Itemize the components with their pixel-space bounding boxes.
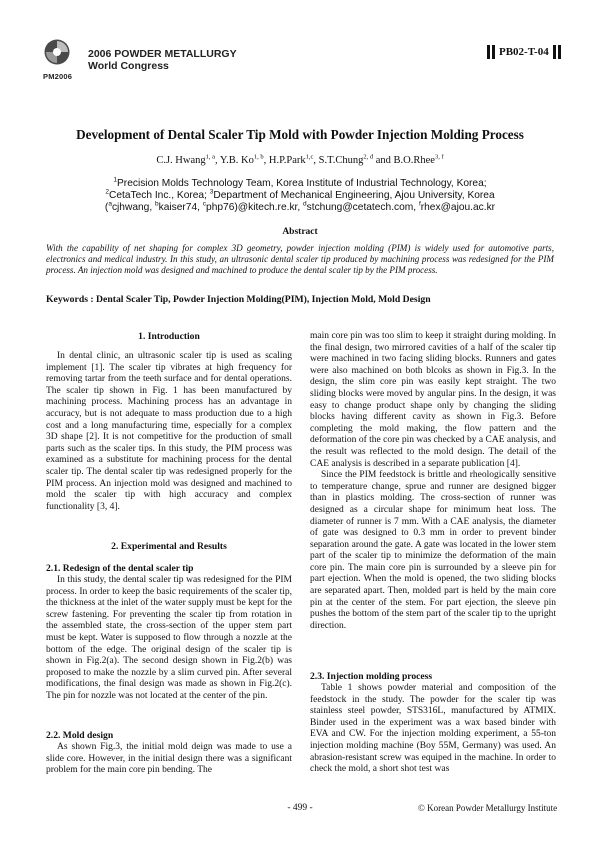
email-text: cjhwang, bbox=[111, 202, 155, 213]
author-name: B.O.Rhee bbox=[393, 155, 435, 166]
page-number: - 499 - bbox=[287, 803, 313, 813]
email-sup: a bbox=[108, 200, 112, 208]
keywords: Keywords : Dental Scaler Tip, Powder Injection Molding(PIM), Injection Mold, Mold Design bbox=[46, 294, 431, 305]
section-heading-introduction: 1. Introduction bbox=[138, 331, 200, 342]
subsection-2-3-body bbox=[310, 683, 556, 776]
email-text: php76)@kitech.re.kr, bbox=[206, 202, 304, 213]
subsection-heading-2-3: 2.3. Injection molding process bbox=[310, 671, 433, 682]
abstract-text: With the capability of net shaping for complex 3D geometry, powder injection molding (PIM) is widely used for automotive parts, electronics and medical industry. In this study, an ultrasonic dental scaler tip produced by machining process was redesigned for the PIM process. An injection mold was designed and machined to produce the dental scaler tip by the PIM process. bbox=[46, 243, 554, 276]
paragraph: main core pin was too slim to keep it straight during molding. In the final design, two mirrored cavities of a half of the scaler tip were machined in two facing sliding blocks. Runners and gates were also machined on both blcoks as shown in Fig.3. In the design, the slim core pin was easily kept straight. The two sliding blocks were moved by angular pins. In the design, it was easy to change product shape only by changing the sliding blocks having different cavity as shown in Fig.3. Before completing the mold making, the flow pattern and the deformation of the core pin was checked by a CAE analysis, and the result was reflected to the mold design. The detail of the CAE analysis is described in a separate publication [4]. bbox=[310, 331, 556, 469]
section-heading-experimental: 2. Experimental and Results bbox=[111, 541, 227, 552]
email-sup: d bbox=[303, 200, 307, 208]
affiliation-sup: 2 bbox=[105, 188, 109, 196]
author-sup: 1, b bbox=[253, 153, 264, 161]
email-text: stchung@cetatech.com, bbox=[306, 202, 419, 213]
affiliation-line-2 bbox=[0, 190, 600, 201]
affiliation-text: Precision Molds Technology Team, Korea Institute of Industrial Technology, Korea; bbox=[117, 178, 487, 189]
copyright-notice: © Korean Powder Metallurgy Institute bbox=[418, 803, 558, 813]
paragraph: In dental clinic, an ultrasonic scaler tip is used as scaling implement [1]. The scaler tip vibrates at high frequency for removing tartar from the teeth surface and for dental operations. The scaler tip shown in Fig. 1 has been manufactured by machining process. Machining process has an advantage in accuracy, but is not adequate to mass production due to a high cost and a long manufacturing time, especially for a complex 3D shape [2]. It is not competitive for the production of small parts such as the scaler tips. In this study, the PIM process was examined as a substitute for machining process for the dental scaler tip. The dental scaler tip was redesigned properly for the PIM process. An injection mold was designed and machined to mold the scaler tip with high accuracy and complex functionality [3, 4]. bbox=[46, 351, 292, 512]
author-name: C.J. Hwang bbox=[156, 155, 206, 166]
bar-decoration bbox=[558, 45, 561, 59]
author-emails: ($^a$cjhwang, $^b$kaiser74, $^c$php76)@kitech.re.kr, $^d$stchung@cetatech.com, $^f$rhex@ajou.ac.kr bbox=[104, 200, 496, 213]
bar-decoration bbox=[487, 45, 490, 59]
email-sup: b bbox=[155, 200, 159, 208]
bar-decoration bbox=[553, 45, 556, 59]
paper-id: PB02-T-04 bbox=[499, 46, 549, 58]
affiliation-line-1 bbox=[0, 178, 600, 189]
mold-design-continued bbox=[310, 331, 556, 632]
affiliation-sup: 1 bbox=[113, 176, 117, 184]
subsection-2-1-body bbox=[46, 575, 292, 703]
conference-name-line1: 2006 POWDER METALLURGY bbox=[88, 48, 237, 60]
paper-title: Development of Dental Scaler Tip Mold with Powder Injection Molding Process bbox=[76, 127, 524, 142]
conference-logo-icon bbox=[42, 38, 72, 76]
affiliation-text: CetaTech Inc., Korea; bbox=[108, 190, 210, 201]
email-sup: f bbox=[418, 200, 421, 208]
paragraph: In this study, the dental scaler tip was redesigned for the PIM process. In order to keep the basic requirements of the scaler tip, the thickness at the inlet of the water supply must be kept for the screw fastening. For preventing the scaler tip from rotation in the assembled state, the cross-section of the upper stem part must be kept. Water is supposed to flow through a nozzle at the bottom of the edge. The original design of the scaler tip is shown in Fig.2(a). The second design shown in Fig.2(b) was proposed to make the nozzle by a slim curved pin. After several modifications, the final design was made as shown in Fig.2(c). The pin for nozzle was not located at the center of the pin. bbox=[46, 575, 292, 701]
email-text: kaiser74, bbox=[158, 202, 203, 213]
logo-year-label: PM2006 bbox=[43, 72, 73, 81]
author-sup: 3, f bbox=[434, 153, 444, 161]
subsection-2-2-body bbox=[46, 742, 292, 777]
affiliation-text: Department of Mechanical Engineering, Ajou University, Korea bbox=[213, 190, 495, 201]
conference-name bbox=[88, 48, 237, 72]
subsection-heading-2-2: 2.2. Mold design bbox=[46, 730, 114, 741]
email-sup: c bbox=[202, 200, 207, 208]
author-sup: 1,c bbox=[305, 153, 314, 161]
bar-decoration bbox=[492, 45, 495, 59]
email-text: rhex@ajou.ac.kr bbox=[420, 202, 496, 213]
introduction-body bbox=[46, 351, 292, 513]
paragraph: As shown Fig.3, the initial mold deign was made to use a slide core. However, in the initial design there was a significant problem for the main core pin bending. The bbox=[46, 742, 292, 776]
author-name: S.T.Chung bbox=[318, 155, 364, 166]
subsection-heading-2-1: 2.1. Redesign of the dental scaler tip bbox=[46, 563, 194, 574]
affiliation-sup: 3 bbox=[209, 188, 214, 196]
author-sup: 2, d bbox=[363, 153, 374, 161]
author-sup: 1, a bbox=[205, 153, 216, 161]
paragraph: Since the PIM feedstock is brittle and rheologically sensitive to temperature change, sprue and runner are designed bigger than in plastics molding. The cross-section of runner was designed as a circular shape for minimum heat loss. The diameter of runner is 7 mm. With a CAE analysis, the diameter of gate was designed to 0.3 mm in order to prevent binder separation around the gate. A gate was located in the lower stem part of the scaler tip to minimize the deformation of the main core pin. The main core pin is surrounded by a sleeve pin for part ejection. When the mold is opened, the two sliding blocks are separated apart. Then, molded part is held by the main core pin at the center of the stem. For part ejection, the sleeve pin pushes the bottom of the stem part of the scaler tip to the upright direction. bbox=[310, 470, 556, 631]
conference-name-line2: World Congress bbox=[88, 60, 169, 72]
author-name: Y.B. Ko bbox=[219, 155, 254, 166]
paper-id-box bbox=[486, 44, 562, 60]
paragraph: Table 1 shows powder material and composition of the feedstock in the study. The powder for the scaler tip was stainless steel powder, STS316L, manufactured by ATMIX. Binder used in the experiment was a wax based binder with EVA and CW. For the injection molding experiment, a 55-ton injection molding machine (Boy 55M, Germany) was used. An abrasion-resistant screw was equiped in the machine. In order to check the mold, a short shot test was bbox=[310, 683, 556, 775]
abstract-heading: Abstract bbox=[282, 227, 318, 237]
author-name: H.P.Park bbox=[268, 155, 306, 166]
author-list: C.J. Hwang$^{1, a}$, Y.B. Ko$^{1, b}$, H.P.Park$^{1,c}$, S.T.Chung$^{2, d}$ and B.O.Rhee$^{3, f}$ bbox=[156, 153, 444, 166]
